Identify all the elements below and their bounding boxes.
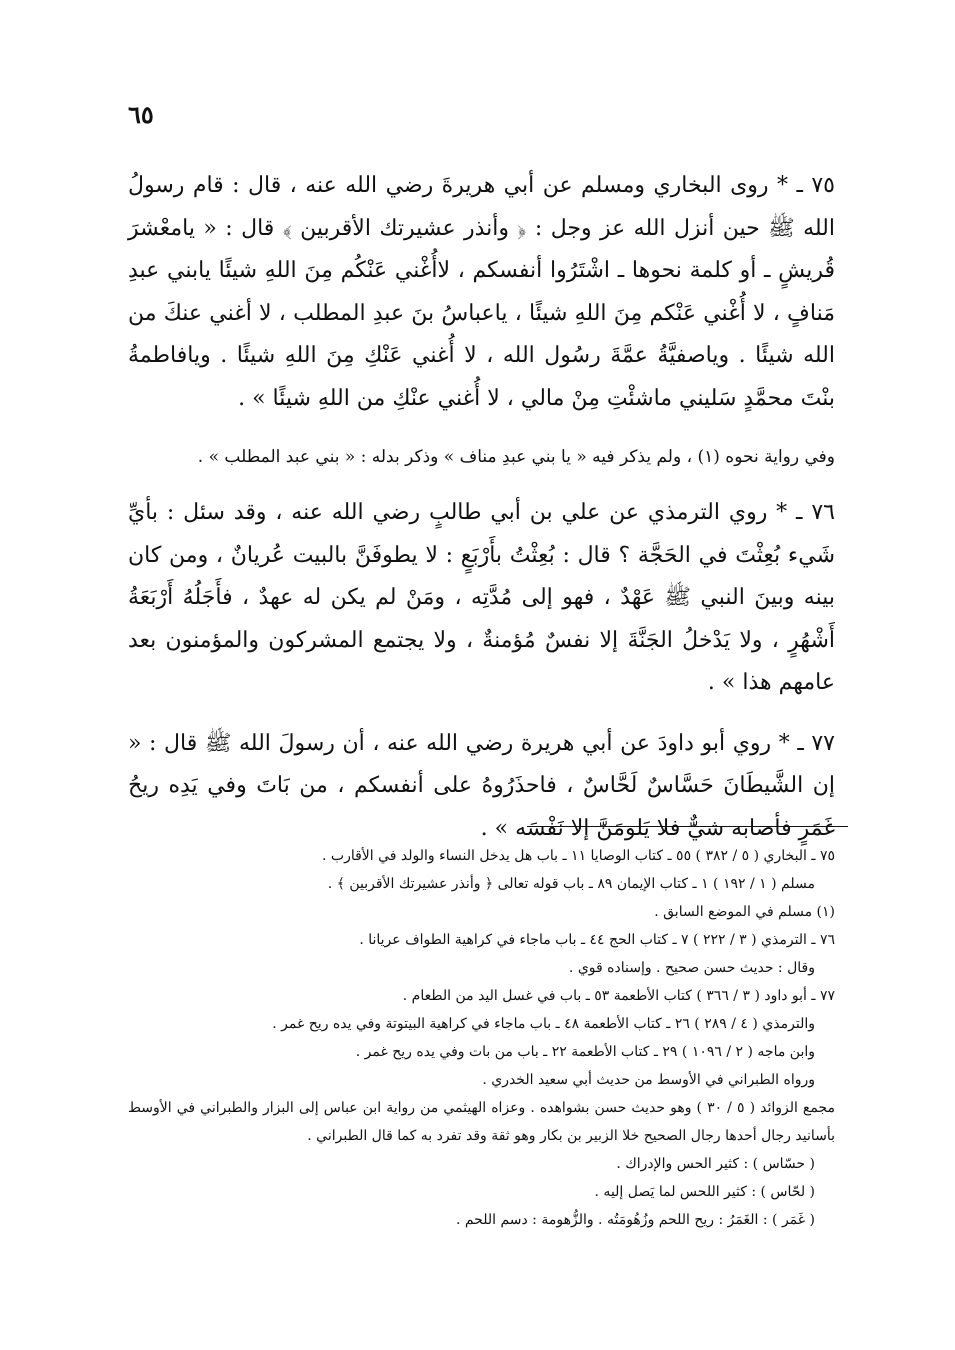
footnote-line: ( غَمَر ) : الغَمَرُ : ريح اللحم وزُهُومَتُه . والزُّهومة : دسم اللحم . [455, 1212, 815, 1228]
hadith-75: ٧٥ ـ * روى البخاري ومسلم عن أبي هريرةَ رضي الله عنه ، قال : قام رسولُ الله ﷺ حين أنزل الله عز وجل : ﴿ وأنذر عشيرتك الأقربين ﴾ قال : « يامعْشرَ قُريشٍ ـ أو كلمة نحوها ـ اشْتَرُوا أنفسكم ، لاأُغْني عَنْكُم مِنَ اللهِ شيئًا يابني عبدِ مَنافٍ ، لا أُغْني عَنْكم مِنَ اللهِ شيئًا ، ياعباسُ بنَ عبدِ المطلب ، لا أغني عنكَ من الله شيئًا . وياصفيَّةُ عمَّةَ رسُول الله ، لا أُغني عَنْكِ مِنَ اللهِ شيئًا . ويافاطمةُ بنْتَ محمَّدٍ سَليني ماشئْتِ مِنْ مالي ، لا أُغني عنْكِ من اللهِ شيئًا » . [128, 173, 835, 411]
footnote-line: ورواه الطبراني في الأوسط من حديث أبي سعيد الخدري . [482, 1072, 815, 1088]
footnote-line: مجمع الزوائد ( ٥ / ٣٠ ) وهو حديث حسن بشواهده . وعزاه الهيثمي من رواية ابن عباس إلى البزار والطبراني في الأوسط بأسانيد رجال أحدها رجال الصحيح خلا الزبير بن بكار وهو ثقة وقد تفرد به كما قال الطبراني . [128, 1100, 836, 1144]
footnote-line: ( لحّاس ) : كثير اللحس لما يَصل إليه . [594, 1184, 815, 1200]
footnote-line: ( حسّاس ) : كثير الحس والإدراك . [616, 1156, 815, 1172]
footnote-line: والترمذي ( ٤ / ٢٨٩ ) ٢٦ ـ كتاب الأطعمة ٤٨ ـ باب ماجاء في كراهية البيتوتة وفي يده ريح غمر . [272, 1016, 815, 1032]
footnote-line: مسلم ( ١ / ١٩٢ ) ١ ـ كتاب الإيمان ٨٩ ـ باب قوله تعالى ﴿ وأنذر عشيرتك الأقربين ﴾ . [327, 876, 815, 892]
footnotes [128, 842, 835, 1234]
hadith-76: ٧٦ ـ * روي الترمذي عن علي بن أبي طالبٍ رضي الله عنه ، وقد سئل : بأيِّ شَيء بُعِثْتَ في الحَجَّة ؟ قال : بُعِثْتُ بأَرْبَعٍ : لا يطوفَنَّ بالبيت عُريانٌ ، ومن كان بينه وبينَ النبي ﷺ عَهْدٌ ، فهو إلى مُدَّتِه ، ومَنْ لم يكن له عهدٌ ، فأَجَلُهُ أَرْبَعَةُ أَشْهُرٍ ، ولا يَدْخلُ الجَنَّةَ إلا نفسٌ مُؤمنةٌ ، ولا يجتمع المشركون والمؤمنون بعد عامهم هذا » . [128, 500, 835, 695]
footnote-line: ٧٧ ـ أبو داود ( ٣ / ٣٦٦ ) كتاب الأطعمة ٥٣ ـ باب في غسل اليد من الطعام . [402, 988, 835, 1004]
main-text [128, 165, 835, 868]
hadith-77: ٧٧ ـ * روي أبو داودَ عن أبي هريرة رضي الله عنه ، أن رسولَ الله ﷺ قال : « إن الشَّيطَانَ حَسَّاسٌ لَحَّاسٌ ، فاحذَرُوهُ على أنفسكم ، من بَاتَ وفي يَدِه ريحُ غَمَرٍ فأصابه شيٌّ فلا يَلومَنَّ إلا نَفْسَه » . [128, 730, 835, 841]
footnote-divider [527, 826, 848, 827]
footnote-line: ٧٦ ـ الترمذي ( ٣ / ٢٢٢ ) ٧ ـ كتاب الحج ٤٤ ـ باب ماجاء في كراهية الطواف عريانا . [359, 932, 835, 948]
footnote-line: ٧٥ ـ البخاري ( ٥ / ٣٨٢ ) ٥٥ ـ كتاب الوصايا ١١ ـ باب هل يدخل النساء والولد في الأقارب . [322, 848, 835, 864]
riwaya-note: وفي رواية نحوه (١) ، ولم يذكر فيه « يا بني عبدِ مناف » وذكر بدله : « بني عبد المطلب » . [197, 447, 835, 467]
footnote-line: وابن ماجه ( ٢ / ١٠٩٦ ) ٢٩ ـ كتاب الأطعمة ٢٢ ـ باب من بات وفي يده ريح غمر . [355, 1044, 815, 1060]
page-number: ٦٥ [128, 100, 154, 129]
footnote-line: وقال : حديث حسن صحيح . وإسناده قوي . [568, 960, 815, 976]
footnote-line: (١) مسلم في الموضع السابق . [654, 904, 835, 920]
